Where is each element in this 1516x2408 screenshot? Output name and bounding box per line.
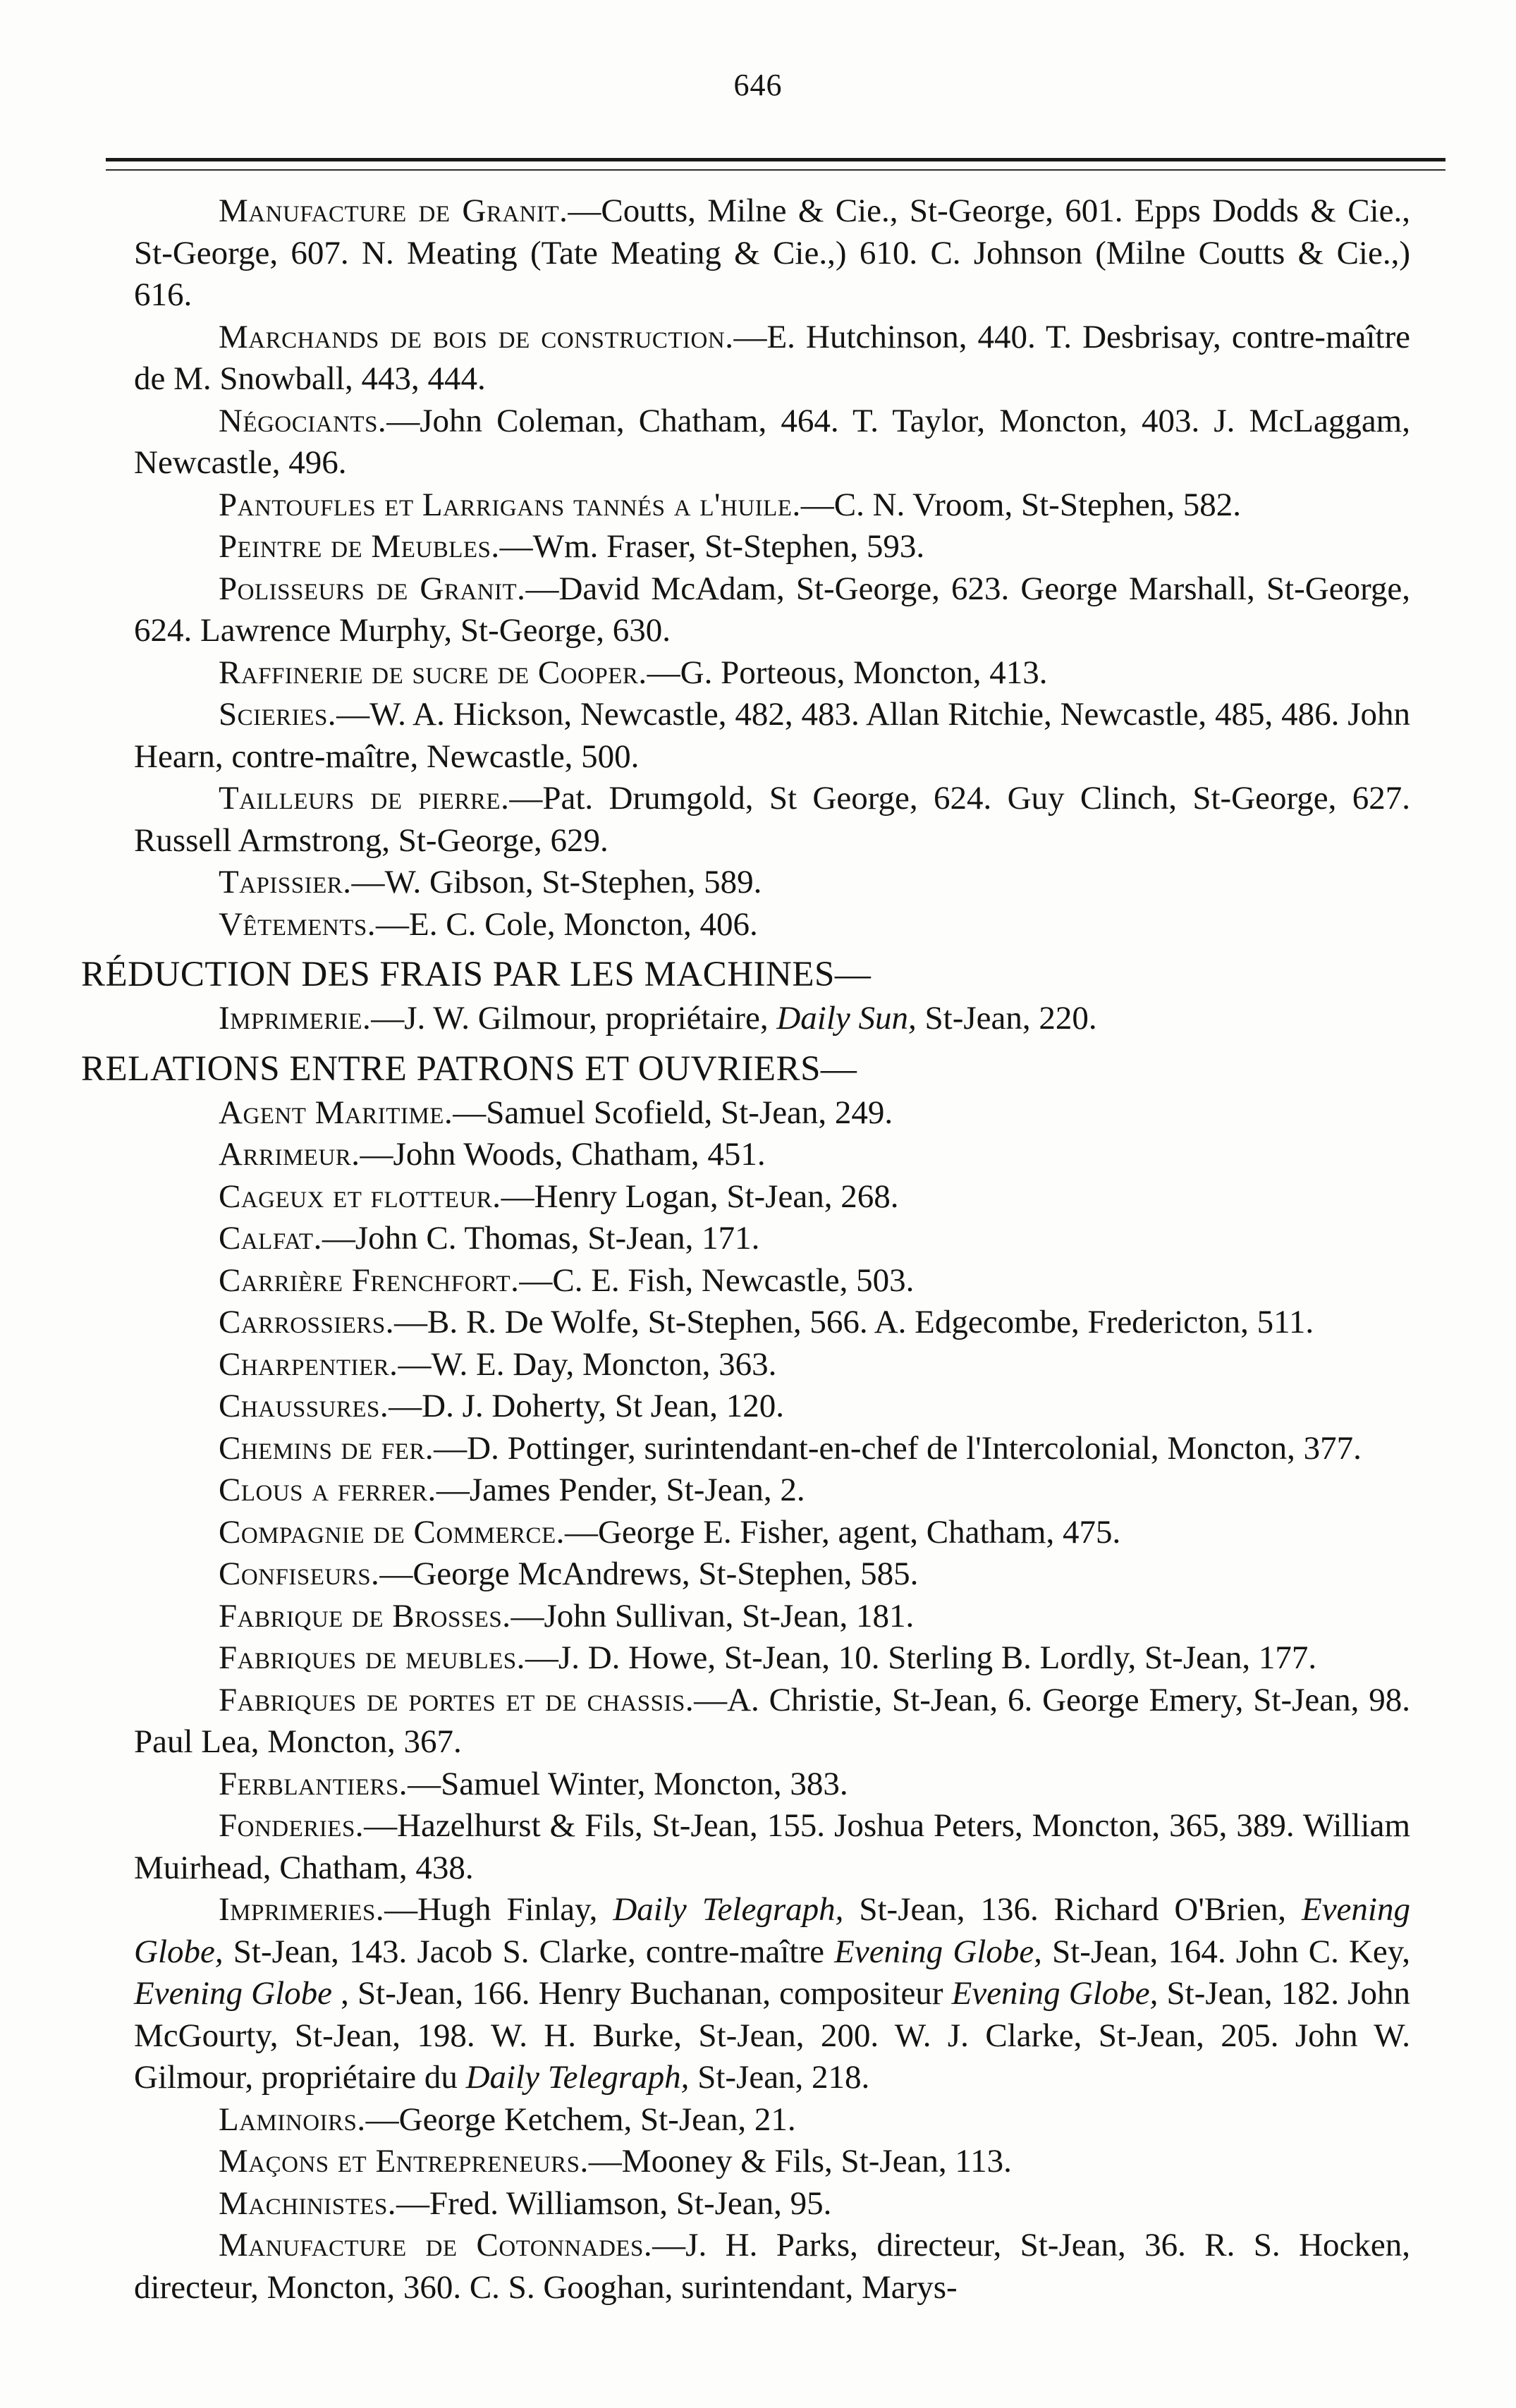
entry-text: —George McAndrews, St-Stephen, 585. <box>379 1556 919 1592</box>
directory-entry <box>134 317 1410 401</box>
entry-head: Manufacture de Granit. <box>219 192 568 229</box>
entry-head: Cageux et flotteur. <box>219 1178 501 1215</box>
entry-text: —G. Porteous, Moncton, 413. <box>647 654 1048 691</box>
entry-text: —John Woods, Chatham, 451. <box>360 1136 766 1173</box>
entry-text: —James Pender, St-Jean, 2. <box>436 1472 805 1508</box>
entry-head: Chemins de fer. <box>219 1429 434 1467</box>
entries-list-c2 <box>134 2099 1410 2309</box>
directory-entry <box>134 401 1410 484</box>
entry-imprimerie <box>134 998 1410 1040</box>
directory-entry <box>134 568 1410 652</box>
entry-text: —E. C. Cole, Moncton, 406. <box>376 905 758 943</box>
entry-head: Vêtements. <box>219 905 377 943</box>
page-body <box>81 190 1411 2309</box>
entries-list-c1 <box>134 1092 1410 1890</box>
entry-head: Maçons et Entrepreneurs. <box>219 2143 589 2180</box>
directory-entry <box>134 2099 1410 2141</box>
entry-text: St-Jean, 136. Richard O'Brien, <box>843 1891 1302 1928</box>
header-rule-thin <box>106 169 1445 171</box>
section-heading-relations: RELATIONS ENTRE PATRONS ET OUVRIERS— <box>81 1049 857 1089</box>
entry-head: Ferblantiers. <box>219 1765 408 1802</box>
entry-head: Négociants. <box>219 402 387 439</box>
entry-text: —W. E. Day, Moncton, 363. <box>398 1345 777 1383</box>
directory-entry <box>134 652 1410 695</box>
directory-entry <box>134 1553 1410 1596</box>
directory-entry <box>134 2183 1410 2225</box>
entry-head: Imprimerie. <box>219 1000 372 1037</box>
header-rule-thick <box>106 158 1445 161</box>
entry-head: Carrossiers. <box>219 1304 394 1340</box>
entry-text: —J. W. Gilmour, propriétaire, <box>371 1000 777 1037</box>
newspaper-title: Evening Globe <box>134 1975 332 2012</box>
directory-entry <box>134 526 1410 568</box>
entry-text: —Pat. Drumgold, St George, 624. Guy Clinch, St-George, 627. Russell Armstrong, St-George, 629. <box>134 780 1410 859</box>
directory-entry <box>134 1805 1410 1889</box>
entry-text: —J. H. Parks, directeur, St-Jean, 36. R. S. Hocken, directeur, Moncton, 360. C. S. Googhan, surintendant, Marys- <box>134 2227 1411 2306</box>
entry-head: Confiseurs. <box>219 1556 380 1592</box>
directory-entry <box>134 484 1410 527</box>
entry-head: Scieries. <box>219 696 337 733</box>
directory-entry <box>134 1428 1410 1470</box>
entry-text: —A. Christie, St-Jean, 6. George Emery, St-Jean, 98. Paul Lea, Moncton, 367. <box>134 1681 1410 1760</box>
entry-text: —Hazelhurst & Fils, St-Jean, 155. Joshua Peters, Moncton, 365, 389. William Muirhead, Chatham, 438. <box>134 1807 1410 1886</box>
directory-entry <box>134 694 1410 778</box>
entry-text: —Fred. Williamson, St-Jean, 95. <box>396 2184 832 2222</box>
entry-text: —B. R. De Wolfe, St-Stephen, 566. A. Edgecombe, Fredericton, 511. <box>394 1304 1314 1340</box>
entry-text: —John Sullivan, St-Jean, 181. <box>511 1597 915 1634</box>
directory-entry <box>134 1302 1410 1344</box>
page-number: 646 <box>733 68 783 102</box>
entry-text: —Samuel Scofield, St-Jean, 249. <box>453 1094 893 1131</box>
entry-text: —D. J. Doherty, St Jean, 120. <box>389 1388 785 1424</box>
directory-entry <box>134 1386 1410 1428</box>
directory-entry <box>134 2225 1410 2309</box>
entry-text: —George Ketchem, St-Jean, 21. <box>365 2101 796 2138</box>
entry-head: Marchands de bois de construction. <box>219 318 734 355</box>
entry-imprimeries <box>134 1889 1410 2099</box>
entry-head: Fabrique de Brosses. <box>219 1597 511 1634</box>
entry-head: Arrimeur. <box>219 1136 360 1173</box>
directory-entry <box>134 1637 1410 1680</box>
entry-head: Peintre de Meubles. <box>219 528 500 565</box>
directory-entry <box>134 1344 1410 1386</box>
entry-text: —C. N. Vroom, St-Stephen, 582. <box>800 486 1242 523</box>
entry-head: Laminoirs. <box>219 2101 366 2138</box>
directory-entry <box>134 1260 1410 1302</box>
entry-text: —D. Pottinger, surintendant-en-chef de l'Intercolonial, Moncton, 377. <box>434 1429 1362 1467</box>
entries-list-a <box>134 190 1410 946</box>
entry-head: Manufacture de Cotonnades. <box>219 2227 653 2263</box>
entry-head: Fabriques de portes et de chassis. <box>219 1681 695 1718</box>
directory-entry <box>134 862 1410 904</box>
section-heading-reduction: RÉDUCTION DES FRAIS PAR LES MACHINES— <box>81 955 872 994</box>
directory-entry <box>134 1596 1410 1638</box>
entry-text: , St-Jean, 166. Henry Buchanan, compositeur <box>332 1975 952 2012</box>
directory-entry <box>134 1512 1410 1554</box>
entry-head: Polisseurs de Granit. <box>219 570 526 607</box>
directory-entry <box>134 1764 1410 1806</box>
entry-text: St-Jean, 218. <box>689 2059 870 2096</box>
entry-text: —Samuel Winter, Moncton, 383. <box>408 1765 848 1802</box>
entry-text: —C. E. Fish, Newcastle, 503. <box>519 1261 915 1299</box>
entry-text: St-Jean, 182. John McGourty, St-Jean, 198. W. H. Burke, St-Jean, 200. W. J. Clarke, St-Jean, 205. John W. Gilmour, propriétaire du <box>134 1975 1410 2096</box>
entry-text: —Henry Logan, St-Jean, 268. <box>501 1178 899 1215</box>
entry-head: Tapissier. <box>219 864 352 900</box>
entry-head: Raffinerie de sucre de Cooper. <box>219 654 647 691</box>
entry-head: Fonderies. <box>219 1807 365 1844</box>
entry-text: —Mooney & Fils, St-Jean, 113. <box>588 2143 1012 2180</box>
entry-head: Pantoufles et Larrigans tannés a l'huile. <box>219 486 801 523</box>
newspaper-title: Daily Telegraph, <box>613 1891 844 1928</box>
directory-entry <box>134 2141 1410 2183</box>
entry-head: Fabriques de meubles. <box>219 1639 525 1676</box>
directory-entry <box>134 1134 1410 1176</box>
entry-text: —Hugh Finlay, <box>384 1891 613 1928</box>
entry-head: Chaussures. <box>219 1388 389 1424</box>
entry-head: Charpentier. <box>219 1345 398 1383</box>
directory-entry <box>134 778 1410 862</box>
entry-text: —W. Gibson, St-Stephen, 589. <box>351 864 762 900</box>
newspaper-title: Evening Globe, <box>834 1933 1042 1970</box>
entry-text: St-Jean, 220. <box>916 1000 1097 1037</box>
entry-text: —J. D. Howe, St-Jean, 10. Sterling B. Lordly, St-Jean, 177. <box>525 1639 1317 1676</box>
directory-entry <box>134 1218 1410 1260</box>
entry-text: —John Coleman, Chatham, 464. T. Taylor, Moncton, 403. J. McLaggam, Newcastle, 496. <box>134 402 1410 481</box>
entry-head: Carrière Frenchfort. <box>219 1261 520 1299</box>
newspaper-title: Evening Globe, <box>134 1891 1410 1970</box>
entry-head: Agent Maritime. <box>219 1094 453 1131</box>
directory-entry <box>134 1176 1410 1218</box>
entry-text: —E. Hutchinson, 440. T. Desbrisay, contre-maître de M. Snowball, 443, 444. <box>134 318 1410 397</box>
directory-entry <box>134 190 1410 317</box>
directory-entry <box>134 1680 1410 1764</box>
entry-head: Tailleurs de pierre. <box>219 780 510 817</box>
entry-head: Imprimeries. <box>219 1891 385 1928</box>
entry-text: —John C. Thomas, St-Jean, 171. <box>322 1220 760 1257</box>
entry-head: Compagnie de Commerce. <box>219 1513 565 1551</box>
entry-text: St-Jean, 164. John C. Key, <box>1041 1933 1410 1970</box>
entry-text: St-Jean, 143. Jacob S. Clarke, contre-maître <box>223 1933 835 1970</box>
directory-entry <box>134 1469 1410 1512</box>
entry-text: —Coutts, Milne & Cie., St-George, 601. Epps Dodds & Cie., St-George, 607. N. Meating (Tate Meating & Cie.,) 610. C. Johnson (Milne Coutts & Cie.,) 616. <box>134 192 1410 313</box>
newspaper-title: Daily Sun, <box>776 1000 917 1037</box>
entry-text: —Wm. Fraser, St-Stephen, 593. <box>499 528 925 565</box>
directory-entry <box>134 1092 1410 1135</box>
entry-text: —W. A. Hickson, Newcastle, 482, 483. Allan Ritchie, Newcastle, 485, 486. John Hearn, contre-maître, Newcastle, 500. <box>134 696 1410 775</box>
entry-head: Machinistes. <box>219 2184 397 2222</box>
entry-text: —George E. Fisher, agent, Chatham, 475. <box>564 1513 1121 1551</box>
newspaper-title: Evening Globe, <box>951 1975 1159 2012</box>
entry-head: Calfat. <box>219 1220 322 1257</box>
directory-entry <box>134 904 1410 946</box>
entry-text: —David McAdam, St-George, 623. George Marshall, St-George, 624. Lawrence Murphy, St-George, 630. <box>134 570 1410 649</box>
newspaper-title: Daily Telegraph, <box>465 2059 690 2096</box>
entry-head: Clous a ferrer. <box>219 1472 436 1508</box>
